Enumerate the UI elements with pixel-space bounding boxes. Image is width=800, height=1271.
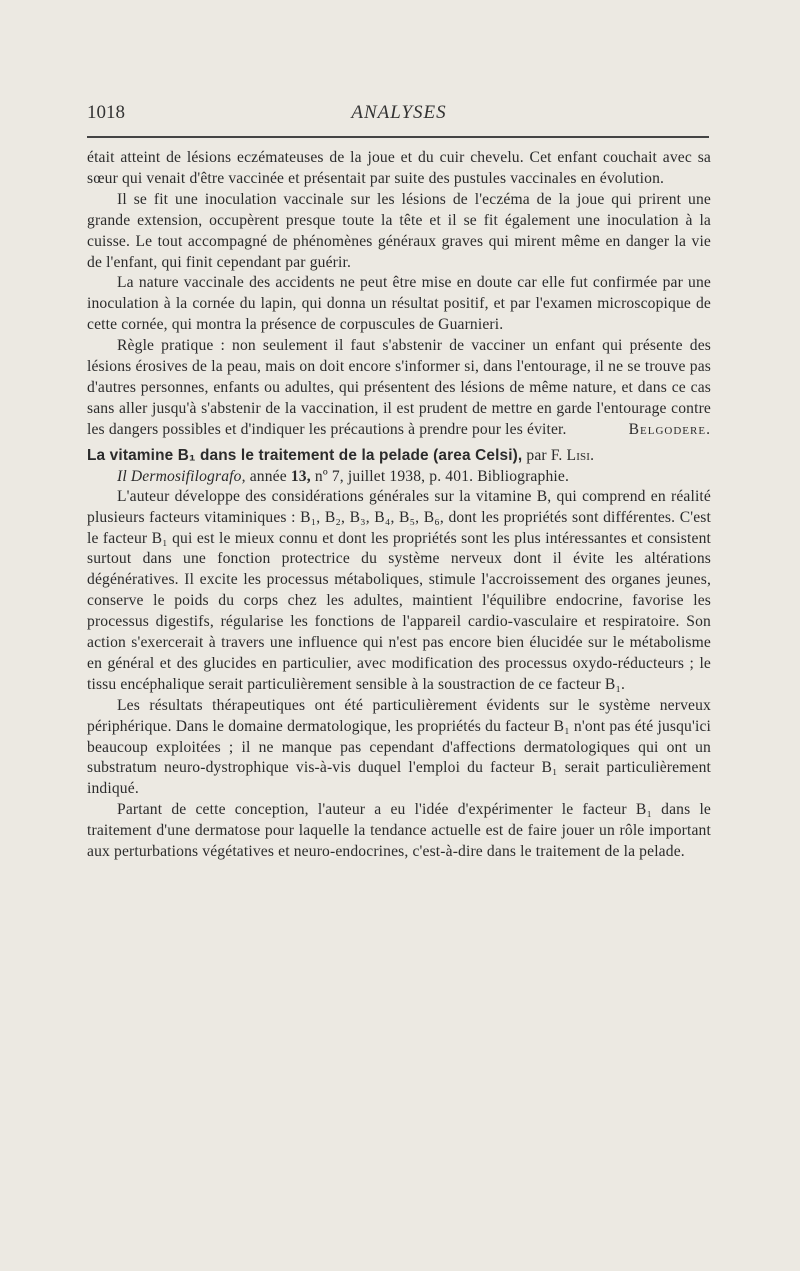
paragraph-nature: La nature vaccinale des accidents ne peut être mise en doute car elle fut confirmée par une inoculation à la cornée du lapin, qui donna un résultat positif, et par l'examen microscopique de cette cornée, qui montra la présence de corpuscules de Guarnieri. bbox=[87, 274, 711, 334]
paragraph-results: Les résultats thérapeutiques ont été particulièrement évidents sur le système nerveux périphérique. Dans le domaine dermatologique, les propriétés du facteur B₁ n'ont pas été jusqu'ici beaucoup exploitées ; il ne manque pas cependant d'affections dermatologiques qui ont un substratum neuro-dystrophique vis-à-vis duquel l'emploi du facteur B₁ serait particulièrement indiqué. bbox=[87, 696, 711, 798]
rule-text: Règle pratique : non seulement il faut s'abstenir de vacciner un enfant qui présente des lésions érosives de la peau, mais on doit encore s'informer si, dans l'entourage, il ne se trouve pas d'autres personnes, enfants ou adultes, qui présentent des lésions de même nature, et dans ce cas sans aller jusqu'à s'abstenir de la vaccination, il est prudent de mettre en garde l'entourage contre les dangers possibles et d'indiquer les précautions à prendre pour les éviter. bbox=[87, 337, 711, 438]
article-title: La vitamine B₁ dans le traitement de la pelade (area Celsi), bbox=[87, 446, 523, 464]
article-title-line bbox=[87, 445, 711, 466]
body-text bbox=[87, 148, 711, 863]
paragraph-rule bbox=[87, 336, 711, 441]
paragraph-inoculation: Il se fit une inoculation vaccinale sur les lésions de l'eczéma de la joue qui prirent une grande extension, occupèrent presque toute la tête et il se fit également une inoculation à la cuisse. Le tout accompagné de phénomènes généraux graves qui mirent même en danger la vie de l'enfant, qui finit cependant par guérir. bbox=[87, 190, 711, 271]
page-number: 1018 bbox=[87, 102, 125, 123]
page-header bbox=[87, 100, 711, 128]
journal-page bbox=[87, 100, 711, 863]
paragraph-conception: Partant de cette conception, l'auteur a eu l'idée d'expérimenter le facteur B₁ dans le traitement d'une dermatose pour laquelle la tendance actuelle est de faire jouer un rôle important aux perturbations végétatives et neuro-endocrines, c'est-à-dire dans le traitement de la pelade. bbox=[87, 801, 711, 861]
volume-number: 13, bbox=[290, 467, 311, 485]
article-heading bbox=[87, 445, 711, 487]
article-author: F. Lisi. bbox=[550, 446, 595, 464]
year-label: année bbox=[249, 467, 287, 485]
source-details: nº 7, juillet 1938, p. 401. Bibliographie. bbox=[314, 467, 569, 485]
paragraph-continued: était atteint de lésions eczémateuses de la joue et du cuir chevelu. Cet enfant couchait avec sa sœur qui venait d'être vaccinée et présentait par suite des pustules vaccinales en évolution. bbox=[87, 149, 711, 187]
paragraph-vitamin: L'auteur développe des considérations générales sur la vitamine B, qui comprend en réalité plusieurs facteurs vitaminiques : B₁, B₂, B₃, B₄, B₅, B₆, dont les propriétés sont différentes. C'est le facteur B₁ qui est le mieux connu et dont les propriétés sont les plus intéressantes et consistent surtout dans une fonction protectrice du système nerveux dont il évite les altérations dégénératives. Il excite les processus métaboliques, stimule l'accroissement des organes jeunes, conserve le poids du corps chez les adultes, maintient l'équilibre endocrine, favorise les processus digestifs, régularise les fonctions de l'appareil cardio-vasculaire et respiratoire. Son action s'exercerait à travers une influence qui n'est pas encore bien élucidée sur le métabolisme en général et des glucides en particulier, avec modification des processus oxydo-réducteurs ; le tissu encéphalique serait particulièrement sensible à la soustraction de ce facteur B₁. bbox=[87, 487, 711, 693]
running-title: ANALYSES bbox=[351, 102, 447, 123]
signature: Belgodere. bbox=[628, 420, 711, 438]
journal-name: Il Dermosifilografo, bbox=[117, 467, 246, 485]
header-rule bbox=[87, 136, 709, 138]
article-source bbox=[117, 466, 711, 487]
article-by: par bbox=[526, 446, 547, 464]
